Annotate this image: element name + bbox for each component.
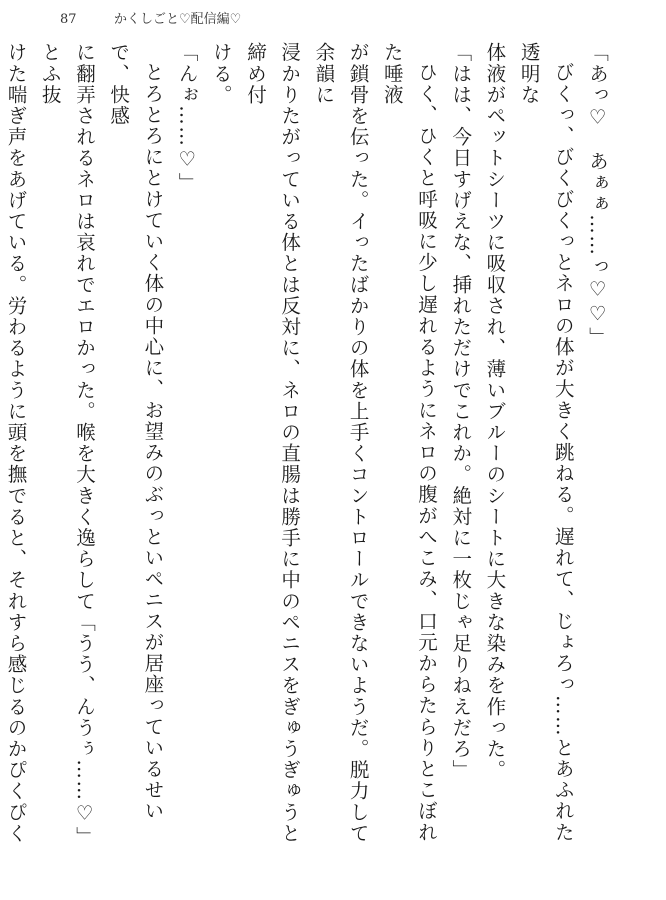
text-line: 体液がペットシーツに吸収され、薄いブルーのシートに大きな染みを作った。	[483, 42, 507, 781]
running-head	[60, 8, 241, 27]
text-line: びくっ、びくびくっとネロの体が大きく跳ねる。遅れて、じょろっ……とあふれた透明な	[517, 42, 575, 843]
text-line: ける。	[209, 42, 233, 106]
text-line: けた喘ぎ声をあげている。労わるように頭を撫でると、それすら感じるのかぴくぴく	[4, 42, 28, 844]
text-line: とろとろにとけていく体の中心に、お望みのぶっといペニスが居座っているせいで、快感	[107, 42, 165, 822]
vertical-text-body	[4, 42, 614, 852]
text-line: 「んぉ……♡」	[175, 42, 199, 194]
text-line: 「あっ♡ あぁぁ……っ♡♡」	[586, 42, 609, 348]
text-line: に翻弄されるネロは哀れでエロかった。喉を大きく逸らして「うう、んうぅ……♡」とふ抜	[38, 42, 96, 848]
text-line: が鎖骨を伝った。イったばかりの体を上手くコントロールできないようだ。脱力して余韻に	[312, 42, 370, 844]
page-number: 87	[60, 12, 77, 27]
running-title: かくしごと♡配信編♡	[114, 12, 242, 27]
text-line: 浸かりたがっている体とは反対に、ネロの直腸は勝手に中のペニスをぎゅうぎゅうと締め付	[243, 42, 302, 844]
text-line: ひく、ひくと呼吸に少し遅れるようにネロの腹がへこみ、口元からたらりとこぼれた唾液	[380, 42, 438, 843]
text-line: 「はは、今日すげえな、挿れただけでこれか。絶対に一枚じゃ足りねえだろ」	[449, 42, 473, 781]
